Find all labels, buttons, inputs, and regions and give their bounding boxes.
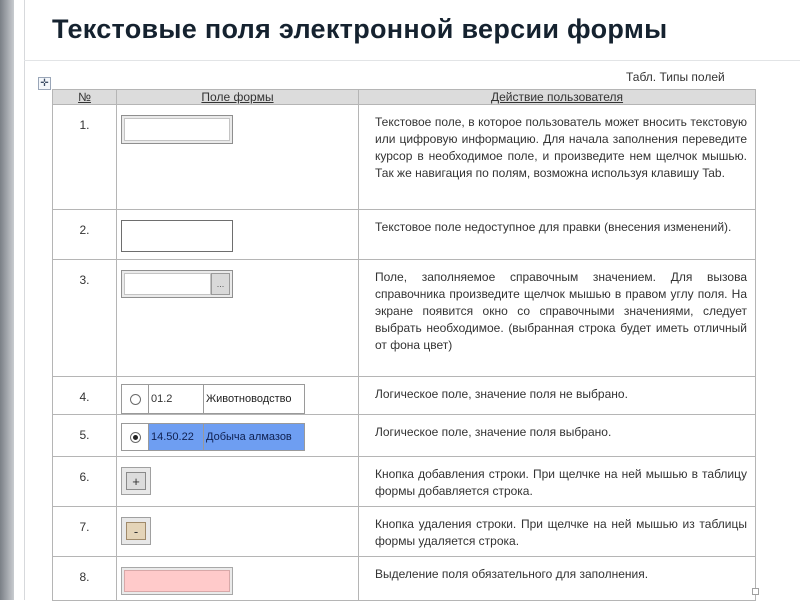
row-field-cell: [117, 557, 359, 601]
header-user-action: Действие пользователя: [359, 90, 756, 105]
disabled-input-sample: [121, 220, 233, 252]
row-field-cell: [117, 377, 359, 415]
table-header-row: [53, 90, 756, 105]
table-row: [53, 415, 756, 457]
radio-row-selected[interactable]: [121, 423, 305, 451]
row-number: 5.: [53, 415, 117, 457]
row-field-cell: [117, 210, 359, 260]
row-field-cell: [117, 105, 359, 210]
move-cross-icon[interactable]: ✛: [38, 77, 51, 90]
left-decorative-bar: [0, 0, 14, 600]
required-input-sample[interactable]: [121, 567, 233, 595]
name-cell: Добыча алмазов: [204, 424, 304, 450]
table-row: [53, 507, 756, 557]
row-action-text: Текстовое поле недоступное для правки (внесения изменений).: [359, 210, 756, 260]
minus-icon: -: [126, 522, 146, 540]
table-resize-handle[interactable]: [752, 588, 759, 595]
row-field-cell: [117, 507, 359, 557]
table-row: [53, 377, 756, 415]
row-action-text: Кнопка удаления строки. При щелчке на ней мышью из таблицы формы удаляется строка.: [359, 507, 756, 557]
row-number: 1.: [53, 105, 117, 210]
radio-button[interactable]: [130, 394, 141, 405]
name-cell: Животноводство: [206, 393, 292, 405]
header-number: №: [53, 90, 117, 105]
table-row: [53, 457, 756, 507]
slide-title: Текстовые поля электронной версии формы: [52, 14, 668, 44]
lookup-button[interactable]: ...: [211, 273, 230, 295]
row-number: 2.: [53, 210, 117, 260]
row-action-text: Выделение поля обязательного для заполнения.: [359, 557, 756, 601]
row-number: 8.: [53, 557, 117, 601]
row-number: 4.: [53, 377, 117, 415]
table-row: [53, 210, 756, 260]
row-action-text: Поле, заполняемое справочным значением. Для вызова справочника произведите щелчок мышью в правом углу поля. На экране появится окно со справочными значениями, следует выбрать необходимое. (выбранная строка будет иметь отличный от фона цвет): [359, 260, 756, 377]
radio-row-unselected[interactable]: [121, 384, 305, 414]
plus-icon: +: [126, 472, 146, 490]
row-field-cell: [117, 415, 359, 457]
code-cell: 01.2: [149, 385, 204, 413]
row-action-text: Текстовое поле, в которое пользователь может вносить текстовую или цифровую информацию. Для начала заполнения переведите курсор в необходимое поле, и произведите нем щелчок мышью. Так же навигация по полям, возможна используя клавишу Tab.: [359, 105, 756, 210]
table-row: [53, 105, 756, 210]
radio-button-checked[interactable]: [130, 432, 141, 443]
row-field-cell: [117, 457, 359, 507]
add-row-button[interactable]: [121, 467, 151, 495]
left-divider-line: [24, 0, 25, 600]
row-number: 7.: [53, 507, 117, 557]
row-number: 6.: [53, 457, 117, 507]
remove-row-button[interactable]: [121, 517, 151, 545]
table-row: [53, 260, 756, 377]
code-cell: 14.50.22: [149, 424, 204, 450]
lookup-input-sample[interactable]: [121, 270, 233, 298]
table-caption: Табл. Типы полей: [626, 70, 725, 84]
header-form-field: Поле формы: [117, 90, 359, 105]
field-types-table: [52, 89, 756, 601]
row-action-text: Логическое поле, значение поля не выбрано.: [359, 377, 756, 415]
row-field-cell: [117, 260, 359, 377]
row-number: 3.: [53, 260, 117, 377]
table-row: [53, 557, 756, 601]
text-input-sample[interactable]: [121, 115, 233, 144]
row-action-text: Логическое поле, значение поля выбрано.: [359, 415, 756, 457]
title-divider-line: [24, 60, 800, 61]
row-action-text: Кнопка добавления строки. При щелчке на ней мышью в таблицу формы добавляется строка.: [359, 457, 756, 507]
